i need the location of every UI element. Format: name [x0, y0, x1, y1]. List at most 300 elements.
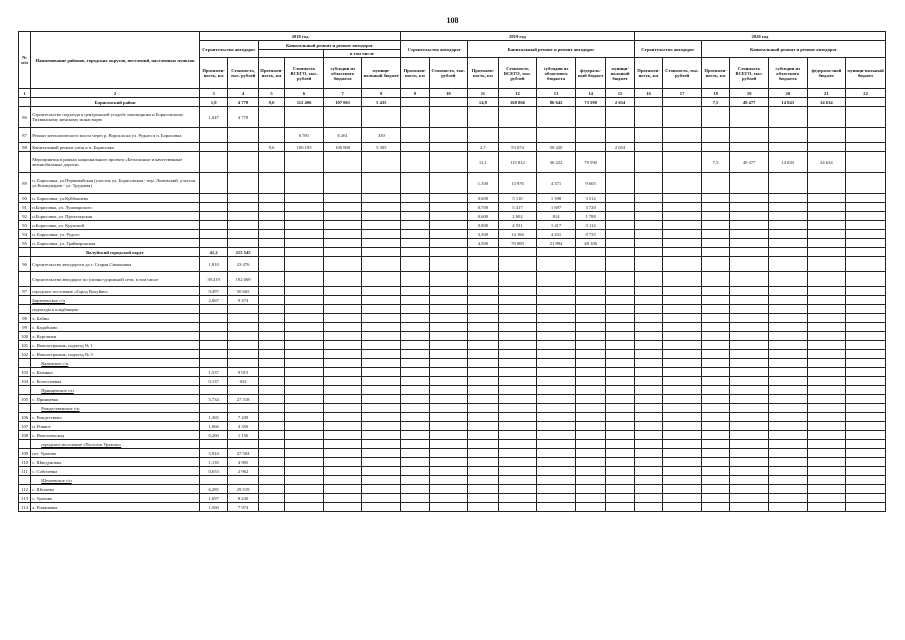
- cell-value: [634, 368, 662, 377]
- cell-value: [846, 431, 886, 440]
- cell-value: 1 697: [537, 203, 576, 212]
- row-name: п. Борисовка, ул. Грайворонская: [31, 239, 200, 248]
- cell-value: [401, 107, 429, 128]
- row-name: п. Борисовка, ул. Рудого: [31, 230, 200, 239]
- cell-value: 36 222: [537, 152, 576, 173]
- cell-value: [228, 305, 258, 314]
- cell-value: [258, 368, 284, 377]
- cell-value: [362, 332, 401, 341]
- cell-value: [730, 173, 769, 194]
- table-row: [19, 332, 886, 341]
- table-row: [19, 458, 886, 467]
- cell-value: [362, 494, 401, 503]
- cell-value: [537, 332, 576, 341]
- cell-value: [285, 503, 324, 512]
- cell-value: [537, 386, 576, 395]
- cell-value: 0,653: [199, 467, 227, 476]
- row-name: Борисовский район: [31, 98, 200, 107]
- column-number: 7: [323, 89, 362, 98]
- cell-value: [199, 212, 227, 221]
- cell-value: [701, 431, 729, 440]
- row-number: [19, 248, 31, 257]
- cell-value: 9,6: [258, 98, 284, 107]
- cell-value: [199, 332, 227, 341]
- cell-value: [768, 350, 807, 359]
- row-number: [19, 404, 31, 413]
- cell-value: 9,497: [199, 287, 227, 296]
- cell-value: [199, 173, 227, 194]
- cell-value: [730, 194, 769, 203]
- cell-value: [606, 368, 634, 377]
- cell-value: [468, 431, 498, 440]
- cell-value: [401, 194, 429, 203]
- row-name: подъезды к кладбищам:: [31, 305, 200, 314]
- cell-value: [634, 431, 662, 440]
- cell-value: [768, 323, 807, 332]
- cell-value: [730, 476, 769, 485]
- cell-value: [468, 332, 498, 341]
- column-number: 19: [730, 89, 769, 98]
- row-name: с. Шелаево: [31, 485, 200, 494]
- column-number: 17: [663, 89, 702, 98]
- cell-value: [606, 296, 634, 305]
- cell-value: [730, 239, 769, 248]
- cell-value: [606, 239, 634, 248]
- cell-value: [323, 248, 362, 257]
- cell-value: [634, 173, 662, 194]
- cell-value: 14 843: [768, 152, 807, 173]
- cell-value: [258, 152, 284, 173]
- table-row: [19, 494, 886, 503]
- cell-value: [285, 272, 324, 287]
- cell-value: [228, 128, 258, 143]
- row-number: 111: [19, 467, 31, 476]
- cell-value: [701, 173, 729, 194]
- column-number: 9: [401, 89, 429, 98]
- cell-value: [606, 257, 634, 272]
- row-name: пгт. Уразово: [31, 449, 200, 458]
- header-municipal: муници-пальный бюджет: [362, 58, 401, 89]
- cell-value: [323, 431, 362, 440]
- cell-value: [807, 212, 846, 221]
- cell-value: [285, 203, 324, 212]
- cell-value: [634, 449, 662, 458]
- cell-value: [634, 305, 662, 314]
- table-row: [19, 173, 886, 194]
- row-number: [19, 152, 31, 173]
- cell-value: [429, 314, 468, 323]
- table-row: [19, 476, 886, 485]
- cell-value: [429, 152, 468, 173]
- cell-value: [634, 323, 662, 332]
- cell-value: [846, 314, 886, 323]
- row-number: 109: [19, 449, 31, 458]
- cell-value: [468, 494, 498, 503]
- header-length: Протяжен-ность, км: [634, 58, 662, 89]
- cell-value: [634, 386, 662, 395]
- cell-value: [498, 413, 537, 422]
- cell-value: [498, 248, 537, 257]
- cell-value: [258, 203, 284, 212]
- cell-value: [606, 152, 634, 173]
- cell-value: [846, 323, 886, 332]
- cell-value: [498, 431, 537, 440]
- cell-value: [606, 173, 634, 194]
- row-name: Валуйский городской округ: [31, 248, 200, 257]
- cell-value: [228, 143, 258, 152]
- cell-value: [362, 287, 401, 296]
- cell-value: 192 069: [228, 272, 258, 287]
- cell-value: [807, 503, 846, 512]
- cell-value: [701, 395, 729, 404]
- cell-value: [575, 440, 605, 449]
- cell-value: [537, 248, 576, 257]
- header-length: Протяжен-ность, км: [401, 58, 429, 89]
- cell-value: [199, 143, 227, 152]
- cell-value: [575, 287, 605, 296]
- cell-value: [228, 194, 258, 203]
- cell-value: [285, 314, 324, 323]
- cell-value: [768, 422, 807, 431]
- cell-value: [575, 485, 605, 494]
- cell-value: 9 915: [228, 368, 258, 377]
- cell-value: [362, 386, 401, 395]
- cell-value: [401, 413, 429, 422]
- cell-value: [323, 377, 362, 386]
- column-number: 4: [228, 89, 258, 98]
- cell-value: [468, 422, 498, 431]
- cell-value: [730, 107, 769, 128]
- cell-value: 49 477: [730, 98, 769, 107]
- cell-value: [401, 422, 429, 431]
- cell-value: 13 976: [498, 173, 537, 194]
- cell-value: [634, 467, 662, 476]
- cell-value: 1,537: [199, 368, 227, 377]
- cell-value: [401, 239, 429, 248]
- cell-value: [429, 272, 468, 287]
- cell-value: [228, 341, 258, 350]
- cell-value: [362, 230, 401, 239]
- cell-value: [846, 440, 886, 449]
- header-cost-total: Стоимость ВСЕГО, тыс. рублей: [730, 58, 769, 89]
- cell-value: [575, 272, 605, 287]
- table-row: [19, 386, 886, 395]
- cell-value: [575, 377, 605, 386]
- cell-value: [730, 449, 769, 458]
- cell-value: [429, 257, 468, 272]
- cell-value: 9 605: [575, 173, 605, 194]
- cell-value: [285, 221, 324, 230]
- cell-value: [362, 305, 401, 314]
- cell-value: [634, 221, 662, 230]
- cell-value: 6 591: [285, 128, 324, 143]
- cell-value: [429, 128, 468, 143]
- cell-value: [768, 476, 807, 485]
- cell-value: [846, 341, 886, 350]
- cell-value: [468, 296, 498, 305]
- row-name: Мероприятия в рамках национального проекта «Безопасные и качественные автомобильные дороги»: [31, 152, 200, 173]
- cell-value: [498, 314, 537, 323]
- row-number: 96: [19, 257, 31, 272]
- cell-value: [730, 314, 769, 323]
- cell-value: [846, 248, 886, 257]
- cell-value: 41,2: [199, 248, 227, 257]
- cell-value: [323, 458, 362, 467]
- cell-value: 53 074: [498, 143, 537, 152]
- cell-value: [634, 341, 662, 350]
- cell-value: [228, 476, 258, 485]
- row-name: Строительство автодороги до г. Старая Симоновка: [31, 257, 200, 272]
- cell-value: [634, 494, 662, 503]
- table-row: [19, 128, 886, 143]
- cell-value: [285, 395, 324, 404]
- table-row: [19, 152, 886, 173]
- cell-value: [730, 203, 769, 212]
- cell-value: [846, 296, 886, 305]
- cell-value: [323, 212, 362, 221]
- cell-value: [701, 239, 729, 248]
- cell-value: [537, 476, 576, 485]
- cell-value: [285, 239, 324, 248]
- cell-value: [468, 314, 498, 323]
- cell-value: [730, 350, 769, 359]
- cell-value: [258, 413, 284, 422]
- cell-value: [846, 203, 886, 212]
- row-name: п. Ровное: [31, 422, 200, 431]
- cell-value: [285, 422, 324, 431]
- cell-value: [258, 173, 284, 194]
- cell-value: [429, 395, 468, 404]
- cell-value: [606, 287, 634, 296]
- cell-value: 2 654: [606, 143, 634, 152]
- cell-value: [199, 194, 227, 203]
- cell-value: [429, 332, 468, 341]
- cell-value: [323, 314, 362, 323]
- cell-value: 215 545: [228, 248, 258, 257]
- cell-value: [228, 173, 258, 194]
- cell-value: [575, 128, 605, 143]
- table-row: [19, 314, 886, 323]
- cell-value: 1 417: [537, 221, 576, 230]
- cell-value: [807, 287, 846, 296]
- cell-value: [807, 440, 846, 449]
- cell-value: [768, 377, 807, 386]
- cell-value: 5 417: [498, 203, 537, 212]
- cell-value: [285, 230, 324, 239]
- row-number: 92: [19, 212, 31, 221]
- cell-value: [468, 272, 498, 287]
- cell-value: [401, 212, 429, 221]
- cell-value: [537, 350, 576, 359]
- cell-value: 1 598: [537, 194, 576, 203]
- cell-value: [258, 272, 284, 287]
- cell-value: [258, 128, 284, 143]
- cell-value: [701, 377, 729, 386]
- cell-value: [498, 440, 537, 449]
- cell-value: 70 000: [498, 239, 537, 248]
- cell-value: [258, 503, 284, 512]
- row-name: п.Борисовка, ул. Пролетарская: [31, 212, 200, 221]
- cell-value: [537, 272, 576, 287]
- cell-value: 1 156: [228, 431, 258, 440]
- table-row: [19, 239, 886, 248]
- cell-value: 2 962: [228, 467, 258, 476]
- cell-value: [323, 305, 362, 314]
- table-row: [19, 257, 886, 272]
- cell-value: [663, 413, 702, 422]
- cell-value: [606, 341, 634, 350]
- cell-value: [228, 440, 258, 449]
- cell-value: [323, 422, 362, 431]
- cell-value: 14 166: [498, 230, 537, 239]
- cell-value: [846, 212, 886, 221]
- cell-value: 1,365: [199, 413, 227, 422]
- cell-value: [768, 143, 807, 152]
- cell-value: [429, 458, 468, 467]
- column-number: 6: [285, 89, 324, 98]
- cell-value: [362, 272, 401, 287]
- cell-value: [468, 503, 498, 512]
- cell-value: [575, 386, 605, 395]
- cell-value: [663, 272, 702, 287]
- cell-value: [575, 323, 605, 332]
- cell-value: [768, 494, 807, 503]
- cell-value: [401, 386, 429, 395]
- cell-value: [768, 239, 807, 248]
- cell-value: [258, 395, 284, 404]
- cell-value: [362, 422, 401, 431]
- cell-value: [730, 377, 769, 386]
- cell-value: 330: [362, 128, 401, 143]
- table-row: [19, 212, 886, 221]
- row-name: Бирюченское с/п: [31, 296, 200, 305]
- cell-value: [846, 257, 886, 272]
- cell-value: [258, 248, 284, 257]
- cell-value: [807, 305, 846, 314]
- cell-value: [701, 422, 729, 431]
- cell-value: 0,600: [468, 212, 498, 221]
- cell-value: 2 654: [606, 98, 634, 107]
- table-row: [19, 272, 886, 287]
- cell-value: [498, 350, 537, 359]
- cell-value: [575, 422, 605, 431]
- cell-value: [258, 221, 284, 230]
- cell-value: [498, 305, 537, 314]
- cell-value: [362, 296, 401, 305]
- cell-value: [429, 98, 468, 107]
- cell-value: [285, 386, 324, 395]
- cell-value: [730, 230, 769, 239]
- cell-value: [362, 440, 401, 449]
- cell-value: [701, 314, 729, 323]
- cell-value: [606, 413, 634, 422]
- cell-value: [730, 287, 769, 296]
- cell-value: [701, 494, 729, 503]
- cell-value: [846, 272, 886, 287]
- cell-value: [807, 413, 846, 422]
- cell-value: [401, 323, 429, 332]
- cell-value: [401, 221, 429, 230]
- cell-value: [498, 332, 537, 341]
- cell-value: [807, 341, 846, 350]
- header-regional: субсидии из областного бюджета: [323, 58, 362, 89]
- cell-value: [323, 476, 362, 485]
- cell-value: 79 590: [575, 152, 605, 173]
- table-row: [19, 203, 886, 212]
- cell-value: [401, 350, 429, 359]
- cell-value: [468, 404, 498, 413]
- row-name: Казинское с/п: [31, 359, 200, 368]
- cell-value: [701, 230, 729, 239]
- header-year-2020: 2020 год: [634, 32, 885, 41]
- cell-value: [768, 449, 807, 458]
- cell-value: [285, 323, 324, 332]
- cell-value: [606, 323, 634, 332]
- cell-value: [663, 503, 702, 512]
- cell-value: 1,810: [199, 257, 227, 272]
- cell-value: [701, 449, 729, 458]
- column-number: 14: [575, 89, 605, 98]
- cell-value: [634, 332, 662, 341]
- cell-value: [634, 143, 662, 152]
- cell-value: [663, 221, 702, 230]
- cell-value: [429, 221, 468, 230]
- cell-value: [401, 332, 429, 341]
- cell-value: [323, 107, 362, 128]
- table-row: [19, 467, 886, 476]
- cell-value: [498, 323, 537, 332]
- cell-value: [498, 257, 537, 272]
- cell-value: [498, 296, 537, 305]
- cell-value: [634, 458, 662, 467]
- cell-value: [768, 359, 807, 368]
- cell-value: [362, 107, 401, 128]
- cell-value: [730, 395, 769, 404]
- row-number: 93: [19, 221, 31, 230]
- cell-value: [663, 152, 702, 173]
- cell-value: [663, 440, 702, 449]
- cell-value: [401, 359, 429, 368]
- cell-value: [285, 212, 324, 221]
- cell-value: [362, 314, 401, 323]
- cell-value: [468, 323, 498, 332]
- cell-value: [701, 359, 729, 368]
- cell-value: [663, 305, 702, 314]
- row-number: 103: [19, 368, 31, 377]
- header-construction: Строительство автодорог: [401, 41, 468, 58]
- cell-value: [701, 368, 729, 377]
- cell-value: 2 602: [498, 212, 537, 221]
- cell-value: [323, 173, 362, 194]
- column-number: 21: [807, 89, 846, 98]
- cell-value: [701, 296, 729, 305]
- table-row: [19, 449, 886, 458]
- cell-value: [429, 194, 468, 203]
- cell-value: [634, 248, 662, 257]
- cell-value: [429, 143, 468, 152]
- cell-value: [199, 239, 227, 248]
- cell-value: [807, 377, 846, 386]
- cell-value: [285, 194, 324, 203]
- row-name: п.Борисовка, ул. Крупской: [31, 221, 200, 230]
- cell-value: [730, 305, 769, 314]
- row-number: [19, 440, 31, 449]
- table-row: [19, 359, 886, 368]
- cell-value: [701, 323, 729, 332]
- cell-value: [701, 413, 729, 422]
- cell-value: [537, 458, 576, 467]
- cell-value: [807, 476, 846, 485]
